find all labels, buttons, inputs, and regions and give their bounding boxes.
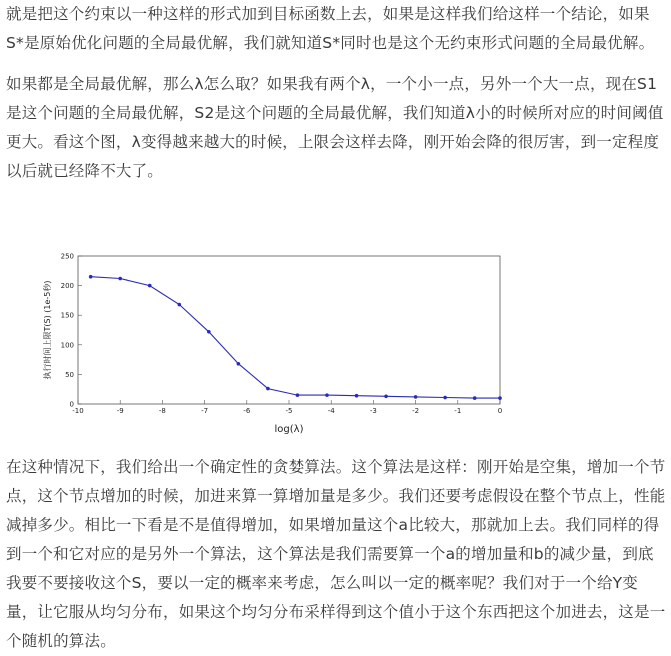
y-axis-label: 执行时间上限T(S) (1e-5秒) <box>43 280 52 380</box>
x-tick-label: -6 <box>243 407 251 415</box>
y-tick-label: 150 <box>60 311 74 320</box>
plot-frame <box>78 256 500 404</box>
x-axis-ticks <box>69 400 503 415</box>
x-tick-label: -1 <box>454 407 462 415</box>
y-tick-label: 0 <box>69 400 74 409</box>
data-point <box>325 393 329 397</box>
x-tick-label: -2 <box>412 407 420 415</box>
x-tick-label: 0 <box>497 407 503 415</box>
data-point <box>118 277 122 281</box>
data-point <box>177 303 181 307</box>
data-point <box>473 396 477 400</box>
x-tick-label: -8 <box>158 407 166 415</box>
data-point <box>384 395 388 399</box>
x-tick-label: -7 <box>201 407 209 415</box>
data-point <box>89 275 93 279</box>
series-line <box>91 277 500 398</box>
data-point <box>207 330 211 334</box>
y-tick-label: 50 <box>65 370 74 379</box>
x-tick-label: -4 <box>327 407 335 415</box>
data-point <box>237 362 241 366</box>
data-point <box>355 394 359 398</box>
x-axis-label: log(λ) <box>274 424 304 435</box>
paragraph-1: 就是把这个约束以一种这样的形式加到目标函数上去，如果是这样我们给这样一个结论，如果S*是原始优化问题的全局最优解，我们就知道S*同时也是这个无约束形式问题的全局最优解。 <box>6 5 655 52</box>
y-tick-label: 100 <box>60 341 74 350</box>
x-tick-label: -9 <box>116 407 124 415</box>
data-point <box>296 393 300 397</box>
x-tick-label: -5 <box>285 407 293 415</box>
data-point <box>498 396 502 400</box>
x-tick-label: -10 <box>72 407 84 415</box>
data-point <box>266 387 270 391</box>
chart-figure <box>40 243 520 438</box>
line-chart <box>40 243 520 438</box>
data-points <box>89 275 502 400</box>
data-point <box>443 396 447 400</box>
x-tick-label: -3 <box>369 407 377 415</box>
paragraph-3: 在这种情况下，我们给出一个确定性的贪婪算法。这个算法是这样：刚开始是空集，增加一个节点，这个节点增加的时候，加进来算一算增加量是多少。我们还要考虑假设在整个节点上，性能减掉多少。相比一下看是不是值得增加，如果增加量这个a比较大，那就加上去。我们同样的得到一个和它对应的是另外一个算法，这个算法是我们需要算一个a的增加量和b的减少量，到底我要不要接收这个S，要以一定的概率来考虑，怎么叫以一定的概率呢？我们对于一个给Y变量，让它服从均匀分布，如果这个均匀分布采样得到这个值小于这个东西把这个加进去，这是一个随机的算法。 <box>6 458 666 650</box>
data-point <box>414 395 418 399</box>
data-point <box>148 284 152 288</box>
y-tick-label: 250 <box>60 252 74 261</box>
y-axis-ticks <box>61 253 82 409</box>
paragraph-2: 如果都是全局最优解，那么λ怎么取？如果我有两个λ，一个小一点，另外一个大一点，现在S1是这个问题的全局最优解，S2是这个问题的全局最优解，我们知道λ小的时候所对应的时间阈值更大。看这个图，λ变得越来越大的时候，上限会这样去降，刚开始会降的很厉害，到一定程度以后就已经降不大了。 <box>6 75 664 180</box>
y-tick-label: 200 <box>60 282 74 291</box>
